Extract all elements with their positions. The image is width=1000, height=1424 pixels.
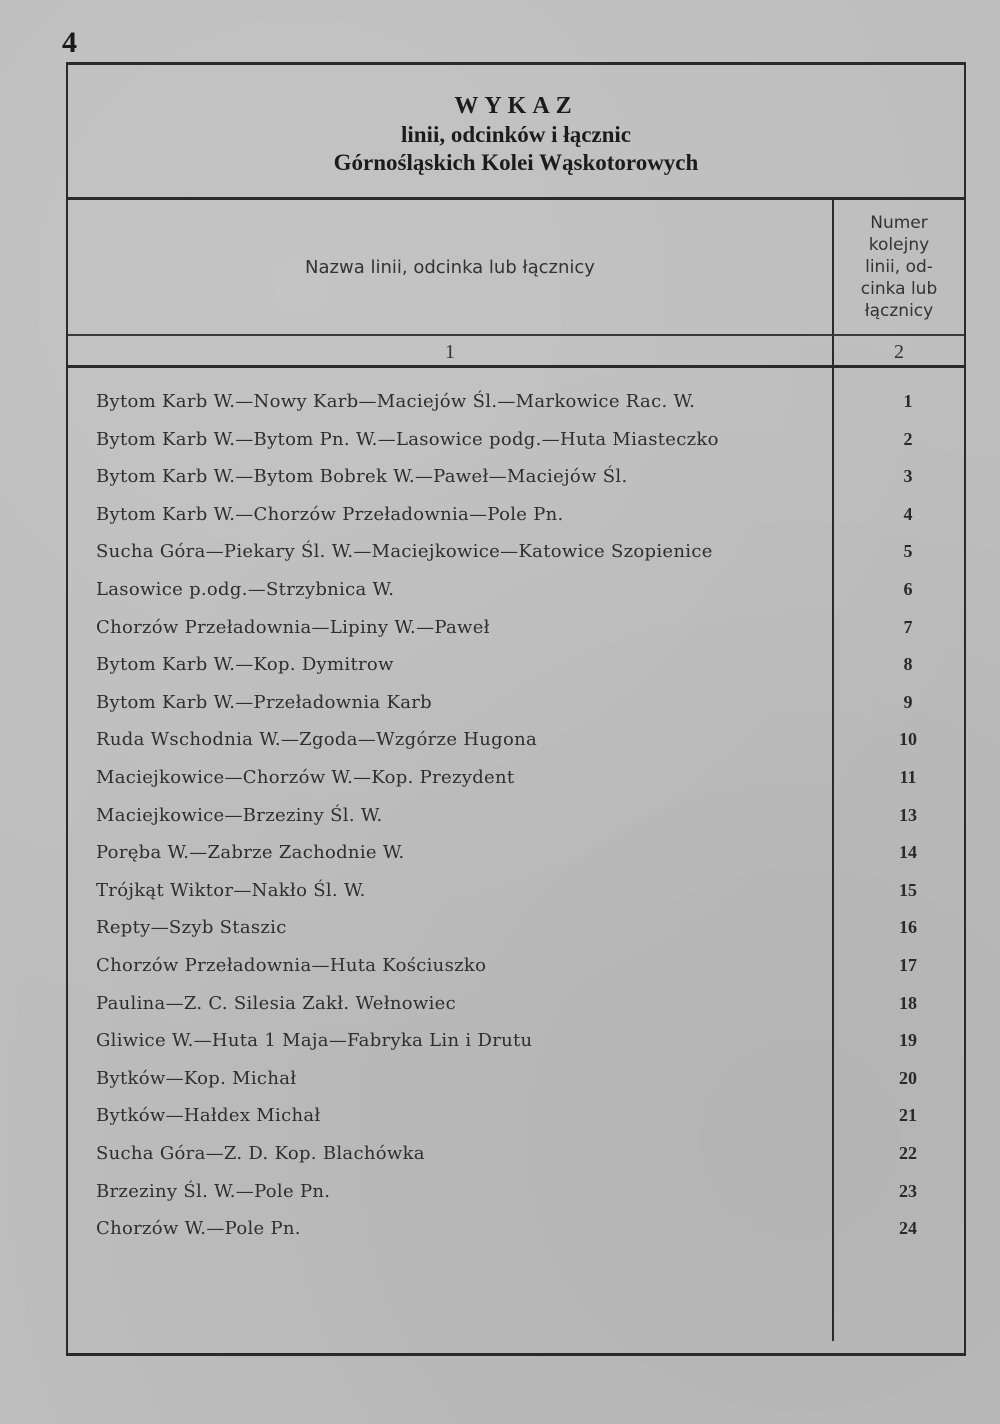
table-row [68, 872, 964, 909]
table-row [68, 571, 964, 608]
line-name: Lasowice p.odg.—Strzybnica W. [96, 579, 395, 600]
line-number: 10 [899, 729, 917, 750]
table-row [68, 985, 964, 1022]
table-row [68, 533, 964, 570]
line-number: 8 [903, 654, 913, 675]
title-line-3: Górnośląskich Kolei Wąskotorowych [333, 150, 699, 175]
header-mid-rule [68, 334, 964, 336]
line-number: 5 [903, 541, 913, 562]
column-header-name: Nazwa linii, odcinka lub łącznicy [305, 256, 595, 278]
line-number: 14 [899, 842, 917, 863]
column-number-1: 1 [445, 340, 455, 363]
page-number: 4 [62, 26, 77, 59]
column-header-number-line: łącznicy [864, 301, 934, 321]
line-number: 4 [903, 503, 913, 524]
line-number: 11 [899, 767, 917, 787]
line-number: 3 [903, 466, 913, 487]
header-bottom-rule [68, 365, 964, 368]
line-name: Ruda Wschodnia W.—Zgoda—Wzgórze Hugona [96, 729, 538, 751]
table-row [68, 684, 964, 721]
line-name: Bytom Karb W.—Bytom Pn. W.—Lasowice podg.—Huta Miasteczko [96, 428, 719, 450]
table-frame [66, 62, 966, 1356]
table-row [68, 834, 964, 871]
line-name: Maciejkowice—Brzeziny Śl. W. [96, 804, 383, 826]
line-name: Bytom Karb W.—Nowy Karb—Maciejów Śl.—Markowice Rac. W. [96, 391, 696, 412]
line-number: 24 [899, 1218, 917, 1239]
line-number: 18 [899, 992, 917, 1013]
table-row [68, 609, 964, 646]
line-name: Repty—Szyb Staszic [96, 917, 287, 939]
line-name: Bytom Karb W.—Bytom Bobrek W.—Paweł—Maciejów Śl. [96, 466, 628, 488]
line-name: Bytom Karb W.—Kop. Dymitrow [96, 654, 394, 676]
table-row [68, 1022, 964, 1059]
column-header-number-line: kolejny [868, 235, 930, 255]
table-row [68, 1210, 964, 1247]
table-row [68, 646, 964, 683]
line-name: Bytom Karb W.—Chorzów Przeładownia—Pole Pn. [96, 503, 564, 525]
line-number: 13 [899, 804, 917, 825]
line-number: 17 [899, 955, 917, 975]
table-row [68, 909, 964, 946]
table-row [68, 721, 964, 758]
line-number: 22 [899, 1143, 917, 1163]
line-name: Maciejkowice—Chorzów W.—Kop. Prezydent [96, 767, 515, 788]
column-header-number-line: Numer [870, 213, 928, 233]
line-number: 19 [899, 1030, 917, 1051]
line-number: 16 [899, 917, 917, 938]
line-name: Brzeziny Śl. W.—Pole Pn. [96, 1180, 331, 1202]
title-block [68, 91, 964, 177]
line-name: Poręba W.—Zabrze Zachodnie W. [96, 842, 405, 864]
line-name: Sucha Góra—Z. D. Kop. Blachówka [96, 1143, 425, 1164]
line-number: 9 [903, 691, 913, 712]
line-name: Paulina—Z. C. Silesia Zakł. Wełnowiec [96, 992, 456, 1014]
line-number: 20 [899, 1067, 917, 1088]
table-row [68, 1060, 964, 1097]
table-row [68, 458, 964, 495]
line-name: Trójkąt Wiktor—Nakło Śl. W. [96, 879, 366, 901]
table-row [68, 1135, 964, 1172]
line-name: Gliwice W.—Huta 1 Maja—Fabryka Lin i Drutu [96, 1030, 533, 1052]
line-number: 1 [903, 391, 913, 411]
line-name: Chorzów W.—Pole Pn. [96, 1218, 301, 1240]
line-name: Chorzów Przeładownia—Lipiny W.—Paweł [96, 616, 490, 638]
line-name: Bytom Karb W.—Przeładownia Karb [96, 691, 432, 713]
table-row [68, 383, 964, 420]
line-name: Sucha Góra—Piekary Śl. W.—Maciejkowice—Katowice Szopienice [96, 541, 713, 563]
line-number: 6 [903, 579, 913, 599]
line-name: Bytków—Kop. Michał [96, 1067, 297, 1089]
line-name: Bytków—Hałdex Michał [96, 1105, 321, 1127]
column-header-number-line: cinka lub [860, 279, 938, 299]
line-number: 15 [899, 879, 917, 900]
table-row [68, 1097, 964, 1134]
table-row [68, 496, 964, 533]
table-row [68, 797, 964, 834]
title-main: WYKAZ [454, 93, 578, 119]
column-header-number-line: linii, od- [865, 257, 933, 277]
line-number: 2 [903, 428, 913, 449]
table-row [68, 421, 964, 458]
table-row [68, 759, 964, 796]
line-name: Chorzów Przeładownia—Huta Kościuszko [96, 955, 487, 976]
line-number: 23 [899, 1180, 917, 1201]
line-number: 21 [899, 1105, 917, 1126]
column-number-2: 2 [894, 340, 904, 363]
column-header-number [834, 201, 964, 333]
line-number: 7 [903, 616, 913, 637]
table-row [68, 1173, 964, 1210]
header-top-rule [68, 197, 964, 200]
table-row [68, 947, 964, 984]
title-line-2: linii, odcinków i łącznic [400, 122, 632, 147]
